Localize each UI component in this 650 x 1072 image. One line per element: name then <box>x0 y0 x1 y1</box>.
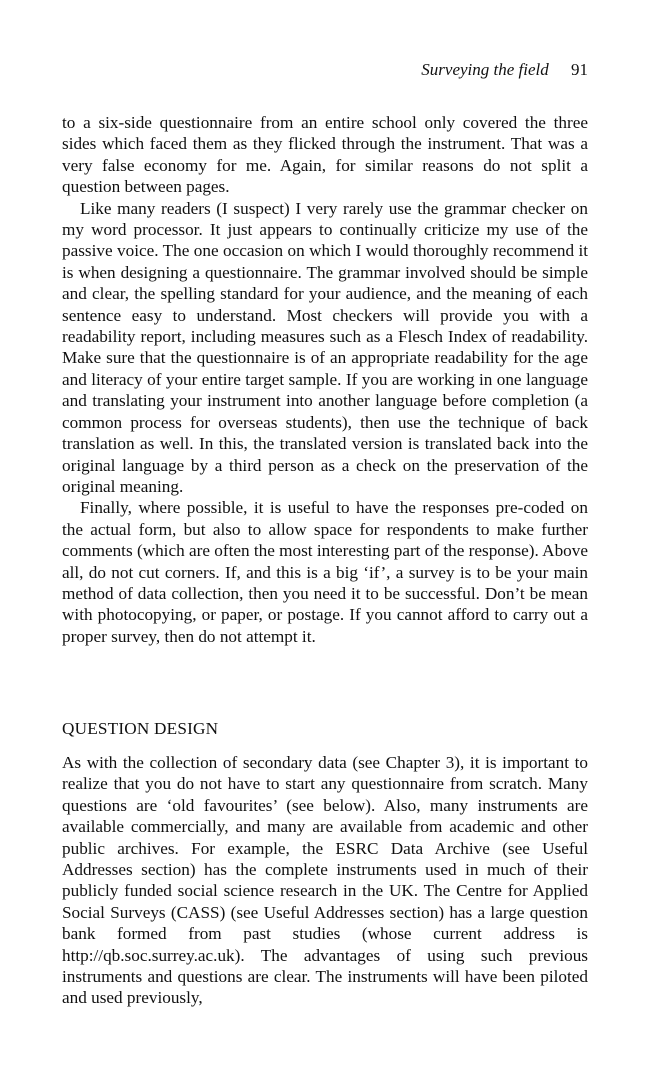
paragraph-grammar-checker: Like many readers (I suspect) I very rarely use the grammar checker on my word processor. It just appears to continually criticize my use of the passive voice. The one occasion on which I would thoroughly recommend it is when designing a questionnaire. The grammar involved should be simple and clear, the spelling standard for your audience, and the meaning of each sentence easy to understand. Most checkers will provide you with a readability report, including measures such as a Flesch Index of readability. Make sure that the questionnaire is of an appropriate readability for the age and literacy of your entire target sample. If you are working in one language and translating your instrument into another language before completion (a common process for overseas students), then use the technique of back translation as well. In this, the translated version is translated back into the original language by a third person as a check on the preservation of the original meaning. <box>62 198 588 496</box>
page-number: 91 <box>571 60 588 79</box>
body-text <box>62 112 588 647</box>
section-heading: QUESTION DESIGN <box>62 719 219 738</box>
paragraph-continued: to a six-side questionnaire from an entire school only covered the three sides which faced them as they flicked through the instrument. That was a very false economy for me. Again, for similar reasons do not split a question between pages. <box>62 113 588 197</box>
section-body <box>62 752 588 1009</box>
running-head-title: Surveying the field <box>421 60 549 79</box>
paragraph-question-design: As with the collection of secondary data (see Chapter 3), it is important to realize that you do not have to start any questionnaire from scratch. Many questions are ‘old favourites’ (see below). Also, many instruments are available commercially, and many are available from academic and other public archives. For example, the ESRC Data Archive (see Useful Addresses section) has the complete instruments used in much of their publicly funded social science research in the UK. The Centre for Applied Social Surveys (CASS) (see Useful Addresses section) has a large question bank formed from past studies (whose current address is http://qb.soc.surrey.ac.uk). The advantages of using such previous instruments and questions are clear. The instruments will have been piloted and used previously, <box>62 753 588 1008</box>
paragraph-pre-coded: Finally, where possible, it is useful to have the responses pre-coded on the actual form, but also to allow space for respondents to make further comments (which are often the most interesting part of the response). Above all, do not cut corners. If, and this is a big ‘if’, a survey is to be your main method of data collection, then you need it to be successful. Don’t be mean with photocopying, or paper, or postage. If you cannot afford to carry out a proper survey, then do not attempt it. <box>62 498 588 646</box>
running-head <box>421 60 588 80</box>
